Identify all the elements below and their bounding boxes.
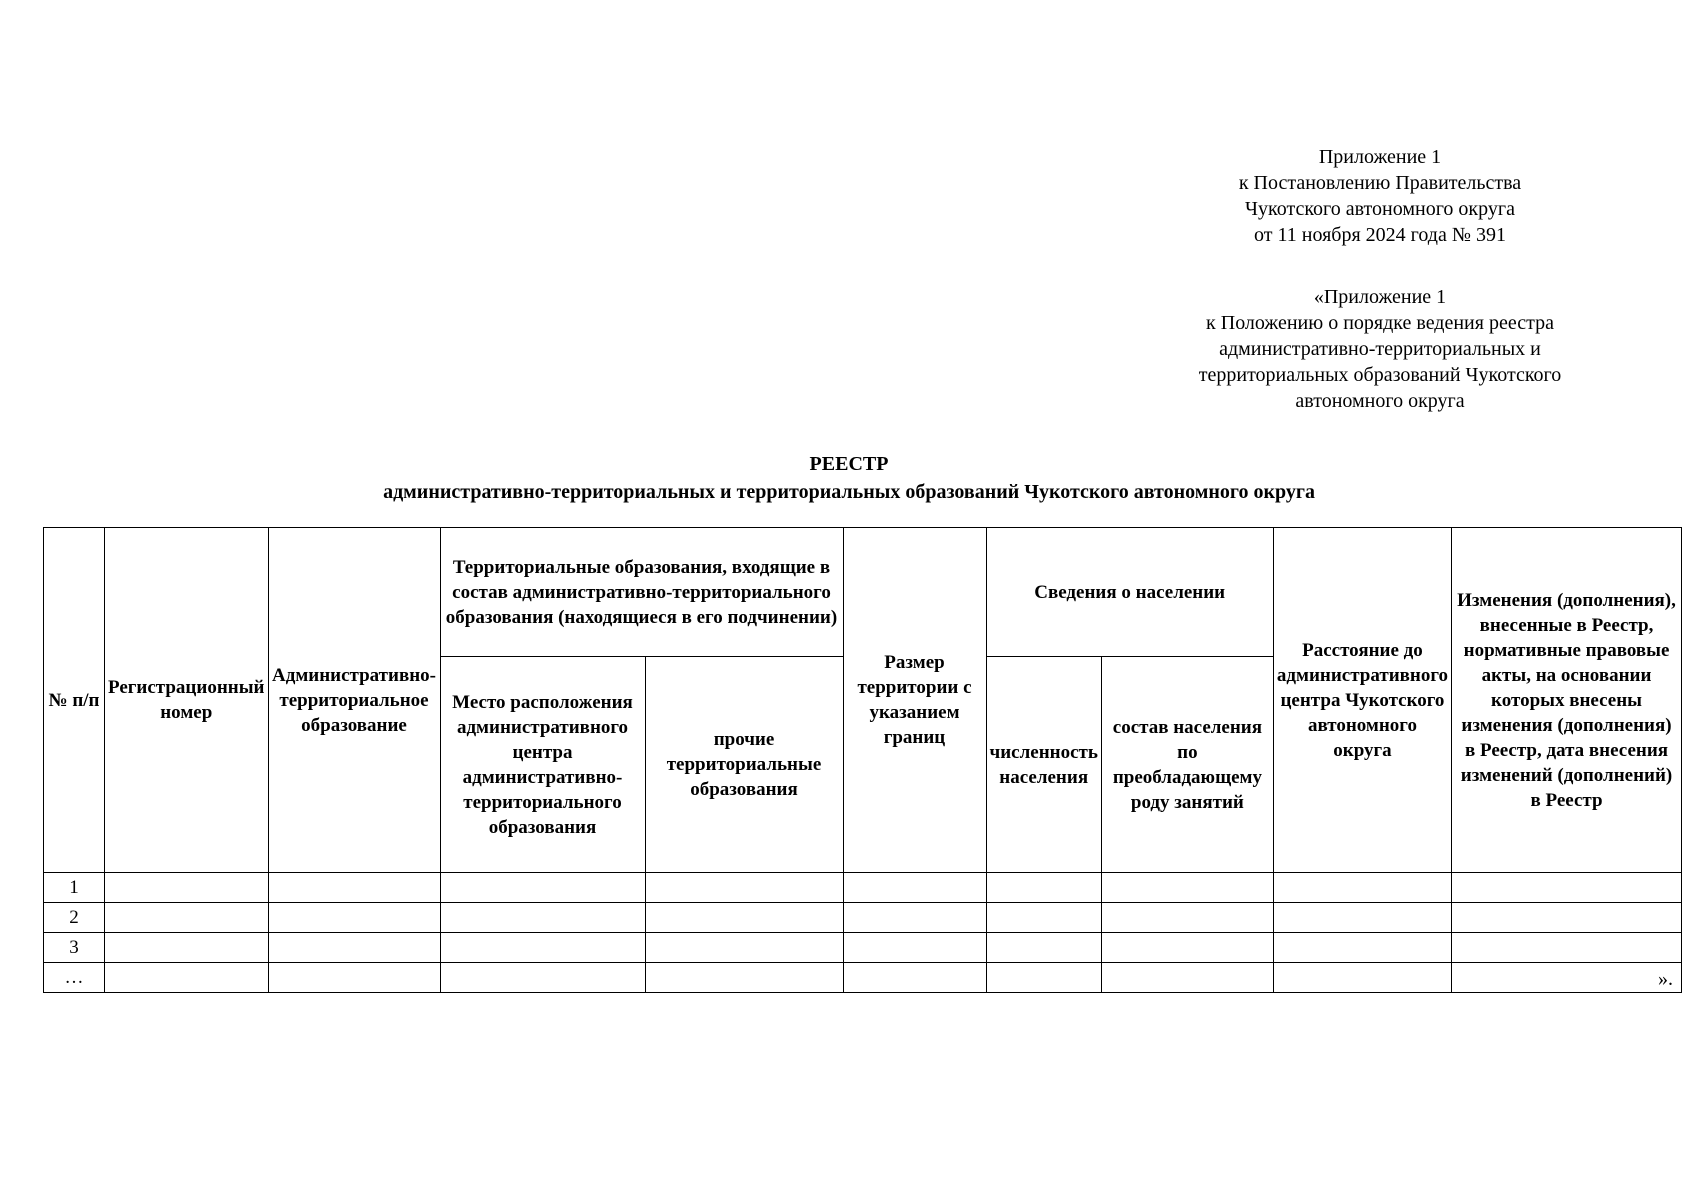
header-other-entities: прочие территориальные образования bbox=[645, 657, 843, 873]
table-cell bbox=[843, 873, 986, 903]
table-cell bbox=[1101, 963, 1273, 993]
appendix-header-line: Приложение 1 bbox=[1318, 146, 1442, 168]
table-cell bbox=[645, 933, 843, 963]
appendix-header-line: к Постановлению Правительства bbox=[1238, 172, 1522, 194]
row-number: … bbox=[44, 963, 105, 993]
table-cell bbox=[1452, 963, 1682, 993]
table-cell bbox=[986, 933, 1101, 963]
row-number: 2 bbox=[44, 903, 105, 933]
table-cell bbox=[1452, 873, 1682, 903]
appendix-header-line: Чукотского автономного округа bbox=[1245, 198, 1515, 220]
header-reg-number: Регистрационный номер bbox=[105, 528, 269, 873]
table-cell bbox=[268, 903, 440, 933]
table-cell bbox=[105, 933, 269, 963]
table-cell bbox=[105, 873, 269, 903]
table-cell bbox=[1452, 903, 1682, 933]
table-cell bbox=[843, 963, 986, 993]
table-cell bbox=[440, 933, 645, 963]
table-cell bbox=[645, 903, 843, 933]
header-territory-size: Размер территории с указанием границ bbox=[843, 528, 986, 873]
header-changes: Изменения (дополнения), внесенные в Реестр, нормативные правовые акты, на основании которых внесены изменения (дополнения) в Реестр, дата внесения изменений (дополнений) в Реестр bbox=[1452, 528, 1682, 873]
appendix-quote-line: административно-территориальных и bbox=[1219, 338, 1541, 360]
appendix-quote bbox=[1120, 284, 1640, 414]
header-population-composition: состав населения по преобладающему роду занятий bbox=[1101, 657, 1273, 873]
table-cell bbox=[986, 873, 1101, 903]
table-cell bbox=[1273, 873, 1451, 903]
table-cell bbox=[268, 963, 440, 993]
header-territorial-group: Территориальные образования, входящие в состав административно-территориального образования (находящиеся в его подчинении) bbox=[440, 528, 843, 657]
header-population-count: численность населения bbox=[986, 657, 1101, 873]
table-row bbox=[44, 903, 1682, 933]
title-line-1: РЕЕСТР bbox=[809, 453, 889, 475]
table-cell bbox=[1273, 903, 1451, 933]
table-row bbox=[44, 873, 1682, 903]
table-cell bbox=[986, 903, 1101, 933]
table-cell bbox=[440, 903, 645, 933]
header-population-group: Сведения о населении bbox=[986, 528, 1273, 657]
row-number: 1 bbox=[44, 873, 105, 903]
appendix-quote-line: к Положению о порядке ведения реестра bbox=[1206, 312, 1554, 334]
closing-quote-mark: ». bbox=[1658, 968, 1673, 990]
table-cell bbox=[268, 933, 440, 963]
table-cell bbox=[1101, 933, 1273, 963]
table-cell bbox=[105, 963, 269, 993]
table-cell bbox=[1452, 933, 1682, 963]
table-cell bbox=[645, 873, 843, 903]
header-admin-entity: Административно-территориальное образование bbox=[268, 528, 440, 873]
appendix-quote-line: территориальных образований Чукотского bbox=[1198, 364, 1562, 386]
table-cell bbox=[1101, 903, 1273, 933]
table-cell bbox=[986, 963, 1101, 993]
table-cell bbox=[268, 873, 440, 903]
table-cell bbox=[843, 933, 986, 963]
header-center-location: Место расположения административного центра административно-территориального образования bbox=[440, 657, 645, 873]
header-distance: Расстояние до административного центра Чукотского автономного округа bbox=[1273, 528, 1451, 873]
document-title bbox=[0, 450, 1698, 506]
table-cell bbox=[645, 963, 843, 993]
table-cell bbox=[440, 873, 645, 903]
table-cell bbox=[105, 903, 269, 933]
table-row bbox=[44, 963, 1682, 993]
table-cell bbox=[843, 903, 986, 933]
table-cell bbox=[1273, 933, 1451, 963]
table-row bbox=[44, 933, 1682, 963]
appendix-header bbox=[1120, 144, 1640, 248]
appendix-header-line: от 11 ноября 2024 года № 391 bbox=[1254, 224, 1506, 246]
registry-table bbox=[43, 527, 1682, 993]
header-num: № п/п bbox=[44, 528, 105, 873]
title-line-2: административно-территориальных и территориальных образований Чукотского автономного округа bbox=[383, 481, 1315, 503]
appendix-quote-line: автономного округа bbox=[1295, 390, 1465, 412]
table-cell bbox=[440, 963, 645, 993]
row-number: 3 bbox=[44, 933, 105, 963]
appendix-quote-line: «Приложение 1 bbox=[1313, 286, 1447, 308]
table-cell bbox=[1101, 873, 1273, 903]
table-cell bbox=[1273, 963, 1451, 993]
